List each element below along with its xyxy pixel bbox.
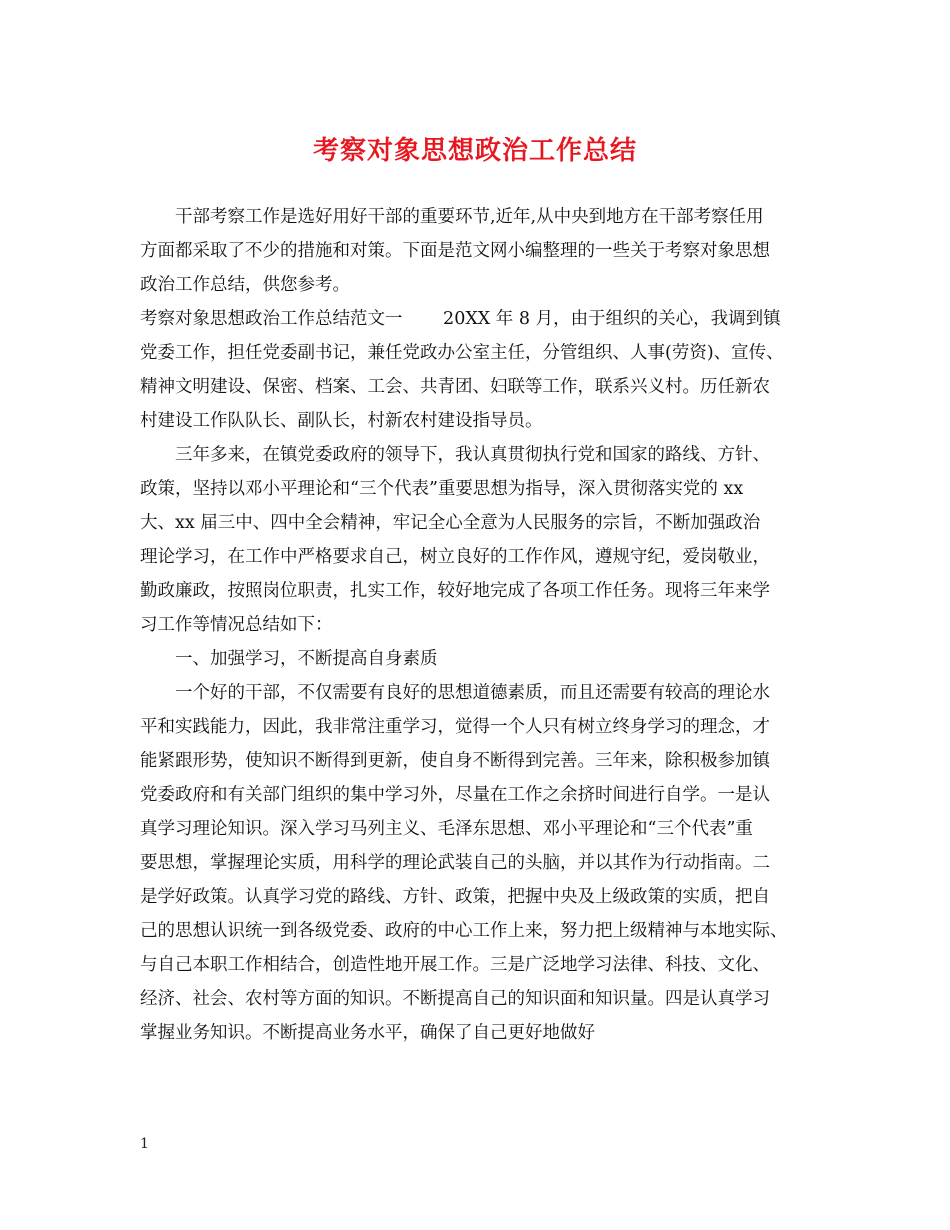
text-line: 干部考察工作是选好用好干部的重要环节,近年,从中央到地方在干部考察任用 bbox=[140, 207, 764, 227]
text-line: 真学习理论知识。深入学习马列主义、毛泽东思想、邓小平理论和“三个代表”重 bbox=[140, 819, 753, 839]
text-line: 三年多来，在镇党委政府的领导下，我认真贯彻执行党和国家的路线、方针、 bbox=[140, 445, 770, 465]
document-title: 考察对象思想政治工作总结 bbox=[312, 136, 637, 166]
text-line: 政治工作总结，供您参考。 bbox=[140, 275, 350, 295]
text-line: 党委政府和有关部门组织的集中学习外，尽量在工作之余挤时间进行自学。一是认 bbox=[140, 785, 770, 805]
page-number: 1 bbox=[140, 1136, 149, 1152]
text-line: 村建设工作队队长、副队长，村新农村建设指导员。 bbox=[140, 411, 543, 431]
text-line: 平和实践能力，因此，我非常注重学习，觉得一个人只有树立终身学习的理念，才 bbox=[140, 717, 770, 737]
text-line: 与自己本职工作相结合，创造性地开展工作。三是广泛地学习法律、科技、文化、 bbox=[140, 955, 770, 975]
text-line: 大、xx 届三中、四中全会精神，牢记全心全意为人民服务的宗旨，不断加强政治 bbox=[140, 513, 761, 533]
text-line: 经济、社会、农村等方面的知识。不断提高自己的知识面和知识量。四是认真学习 bbox=[140, 989, 770, 1009]
text-line: 党委工作，担任党委副书记，兼任党政办公室主任，分管组织、人事(劳资)、宣传、 bbox=[140, 343, 784, 363]
text-line: 一、加强学习，不断提高自身素质 bbox=[140, 649, 438, 669]
text-line: 是学好政策。认真学习党的路线、方针、政策，把握中央及上级政策的实质，把自 bbox=[140, 887, 770, 907]
text-line: 一个好的干部，不仅需要有良好的思想道德素质，而且还需要有较高的理论水 bbox=[140, 683, 770, 703]
document-body bbox=[140, 200, 812, 1050]
text-line: 方面都采取了不少的措施和对策。下面是范文网小编整理的一些关于考察对象思想 bbox=[140, 241, 770, 261]
text-line: 能紧跟形势，使知识不断得到更新，使自身不断得到完善。三年来，除积极参加镇 bbox=[140, 751, 770, 771]
text-line: 己的思想认识统一到各级党委、政府的中心工作上来，努力把上级精神与本地实际、 bbox=[140, 921, 788, 941]
text-line: 勤政廉政，按照岗位职责，扎实工作，较好地完成了各项工作任务。现将三年来学 bbox=[140, 581, 770, 601]
text-line: 习工作等情况总结如下： bbox=[140, 615, 333, 635]
text-line: 考察对象思想政治工作总结范文一 20XX 年 8 月，由于组织的关心，我调到镇 bbox=[140, 309, 781, 329]
text-line: 掌握业务知识。不断提高业务水平，确保了自己更好地做好 bbox=[140, 1023, 595, 1043]
text-line: 要思想，掌握理论实质，用科学的理论武装自己的头脑，并以其作为行动指南。二 bbox=[140, 853, 770, 873]
text-line: 精神文明建设、保密、档案、工会、共青团、妇联等工作，联系兴义村。历任新农 bbox=[140, 377, 770, 397]
text-line: 理论学习，在工作中严格要求自己，树立良好的工作作风，遵规守纪，爱岗敬业， bbox=[140, 547, 770, 567]
text-line: 政策，坚持以邓小平理论和“三个代表”重要思想为指导，深入贯彻落实党的 xx bbox=[140, 479, 744, 499]
